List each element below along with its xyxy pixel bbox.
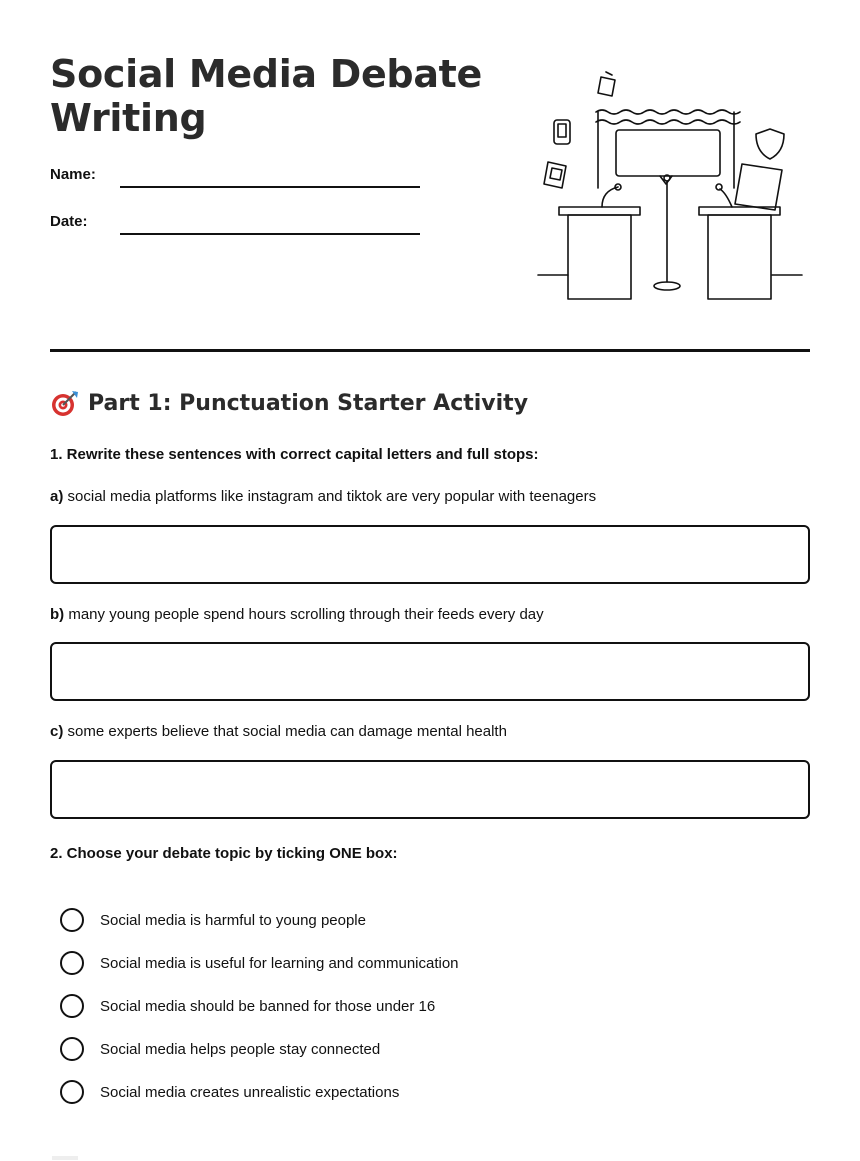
radio-circle-icon[interactable] (60, 1037, 84, 1061)
question-1-heading: 1. Rewrite these sentences with correct capital letters and full stops: (50, 446, 539, 463)
radio-circle-icon[interactable] (60, 951, 84, 975)
sentence-c (50, 723, 507, 740)
answer-box-c[interactable] (50, 760, 810, 819)
topic-option[interactable] (60, 951, 459, 975)
target-dart-icon (50, 388, 80, 418)
date-label: Date: (50, 213, 88, 230)
page-edge-mark (52, 1156, 78, 1160)
sentence-a-letter: a) (50, 488, 64, 505)
sentence-b (50, 606, 544, 623)
topic-option-label: Social media is harmful to young people (100, 911, 366, 929)
part1-heading (50, 388, 528, 418)
name-label: Name: (50, 166, 96, 183)
debate-stage-illustration (532, 64, 808, 308)
sentence-c-text: some experts believe that social media can damage mental health (67, 723, 507, 740)
question-2-heading: 2. Choose your debate topic by ticking ONE box: (50, 845, 398, 862)
section-divider (50, 349, 810, 352)
date-field[interactable] (120, 233, 420, 235)
sentence-c-letter: c) (50, 723, 64, 740)
topic-option[interactable] (60, 1037, 380, 1061)
sentence-a-text: social media platforms like instagram and tiktok are very popular with teenagers (67, 488, 597, 505)
name-field[interactable] (120, 186, 420, 188)
topic-option-label: Social media helps people stay connected (100, 1040, 381, 1058)
topic-option[interactable] (60, 994, 435, 1018)
radio-circle-icon[interactable] (60, 994, 84, 1018)
topic-option-label: Social media should be banned for those under 16 (100, 997, 436, 1015)
answer-box-a[interactable] (50, 525, 810, 584)
sentence-a (50, 488, 596, 505)
radio-circle-icon[interactable] (60, 908, 84, 932)
page-title: Social Media Debate Writing (50, 52, 483, 140)
topic-option[interactable] (60, 1080, 399, 1104)
topic-option-label: Social media creates unrealistic expectations (100, 1083, 400, 1101)
sentence-b-text: many young people spend hours scrolling through their feeds every day (68, 606, 544, 623)
topic-option-label: Social media is useful for learning and communication (100, 954, 459, 972)
answer-box-b[interactable] (50, 642, 810, 701)
topic-option[interactable] (60, 908, 366, 932)
sentence-b-letter: b) (50, 606, 65, 623)
part1-heading-text: Part 1: Punctuation Starter Activity (88, 390, 529, 416)
radio-circle-icon[interactable] (60, 1080, 84, 1104)
